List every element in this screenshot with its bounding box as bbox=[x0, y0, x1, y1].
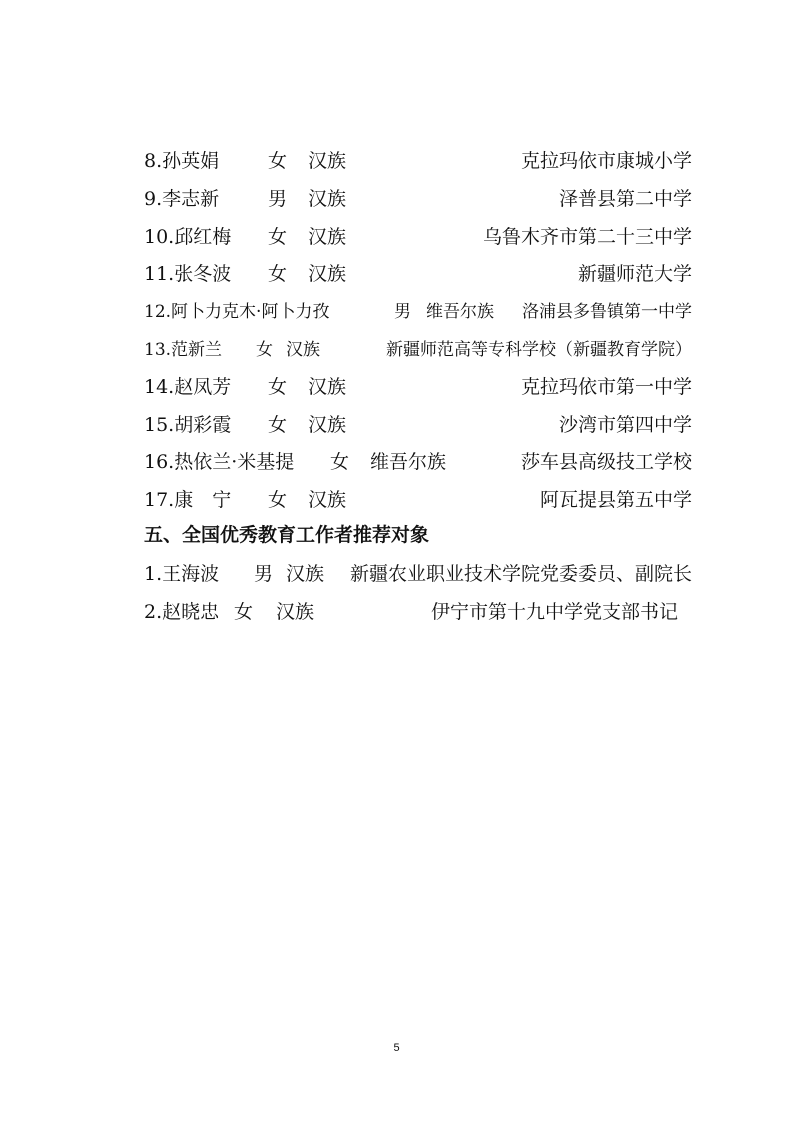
entry-organization: 克拉玛依市康城小学 bbox=[520, 150, 692, 172]
entry-gender: 女 bbox=[234, 601, 254, 623]
entry-organization: 新疆师范高等专科学校（新疆教育学院） bbox=[386, 340, 692, 360]
entry-ethnicity: 汉族 bbox=[308, 226, 347, 248]
entry-gender: 男 bbox=[394, 302, 411, 322]
entry-ethnicity: 汉族 bbox=[308, 150, 347, 172]
list-item bbox=[144, 297, 692, 327]
entry-organization: 乌鲁木齐市第二十三中学 bbox=[482, 226, 692, 248]
list-item bbox=[144, 335, 692, 365]
entry-name: 17.康 宁 bbox=[144, 489, 232, 511]
entry-ethnicity: 维吾尔族 bbox=[426, 302, 494, 322]
entry-ethnicity: 汉族 bbox=[308, 263, 347, 285]
entry-name: 1.王海波 bbox=[144, 563, 220, 585]
entry-organization: 克拉玛依市第一中学 bbox=[520, 376, 692, 398]
entry-name: 11.张冬波 bbox=[144, 263, 232, 285]
entry-name: 2.赵晓忠 bbox=[144, 601, 220, 623]
entry-gender: 女 bbox=[268, 414, 288, 436]
entry-name: 12.阿卜力克木·阿卜力孜 bbox=[144, 302, 330, 322]
entry-name: 15.胡彩霞 bbox=[144, 414, 232, 436]
entry-organization: 泽普县第二中学 bbox=[558, 188, 692, 210]
entry-organization: 阿瓦提县第五中学 bbox=[539, 489, 692, 511]
entry-gender: 男 bbox=[268, 188, 288, 210]
list-item bbox=[144, 597, 692, 627]
entry-ethnicity: 维吾尔族 bbox=[370, 451, 447, 473]
entry-organization: 沙湾市第四中学 bbox=[558, 414, 692, 436]
entry-gender: 男 bbox=[254, 563, 274, 585]
entry-gender: 女 bbox=[268, 263, 288, 285]
entry-organization: 莎车县高级技工学校 bbox=[520, 451, 692, 473]
entry-organization: 新疆师范大学 bbox=[577, 263, 692, 285]
entry-ethnicity: 汉族 bbox=[308, 489, 347, 511]
list-item bbox=[144, 447, 692, 477]
list-item bbox=[144, 184, 692, 214]
entry-ethnicity: 汉族 bbox=[286, 563, 325, 585]
entry-gender: 女 bbox=[268, 226, 288, 248]
entry-organization: 洛浦县多鲁镇第一中学 bbox=[522, 302, 692, 322]
entry-name: 8.孙英娟 bbox=[144, 150, 220, 172]
entry-name: 10.邱红梅 bbox=[144, 226, 232, 248]
entry-gender: 女 bbox=[268, 489, 288, 511]
entry-name: 13.范新兰 bbox=[144, 340, 223, 360]
entry-ethnicity: 汉族 bbox=[308, 188, 347, 210]
list-item bbox=[144, 372, 692, 402]
entry-organization: 新疆农业职业技术学院党委委员、副院长 bbox=[349, 563, 692, 585]
list-item bbox=[144, 485, 692, 515]
list-item bbox=[144, 259, 692, 289]
entry-name: 16.热依兰·米基提 bbox=[144, 451, 295, 473]
list-item bbox=[144, 410, 692, 440]
entry-gender: 女 bbox=[256, 340, 273, 360]
entry-name: 14.赵凤芳 bbox=[144, 376, 232, 398]
entry-gender: 女 bbox=[330, 451, 350, 473]
entry-gender: 女 bbox=[268, 150, 288, 172]
entry-ethnicity: 汉族 bbox=[276, 601, 315, 623]
list-item bbox=[144, 146, 692, 176]
section-heading: 五、全国优秀教育工作者推荐对象 bbox=[144, 524, 430, 546]
entry-ethnicity: 汉族 bbox=[308, 414, 347, 436]
entry-gender: 女 bbox=[268, 376, 288, 398]
list-item bbox=[144, 559, 692, 589]
entry-ethnicity: 汉族 bbox=[286, 340, 320, 360]
entry-ethnicity: 汉族 bbox=[308, 376, 347, 398]
entry-organization: 伊宁市第十九中学党支部书记 bbox=[430, 601, 678, 623]
page-number: 5 bbox=[393, 1042, 400, 1054]
list-item bbox=[144, 222, 692, 252]
entry-name: 9.李志新 bbox=[144, 188, 220, 210]
